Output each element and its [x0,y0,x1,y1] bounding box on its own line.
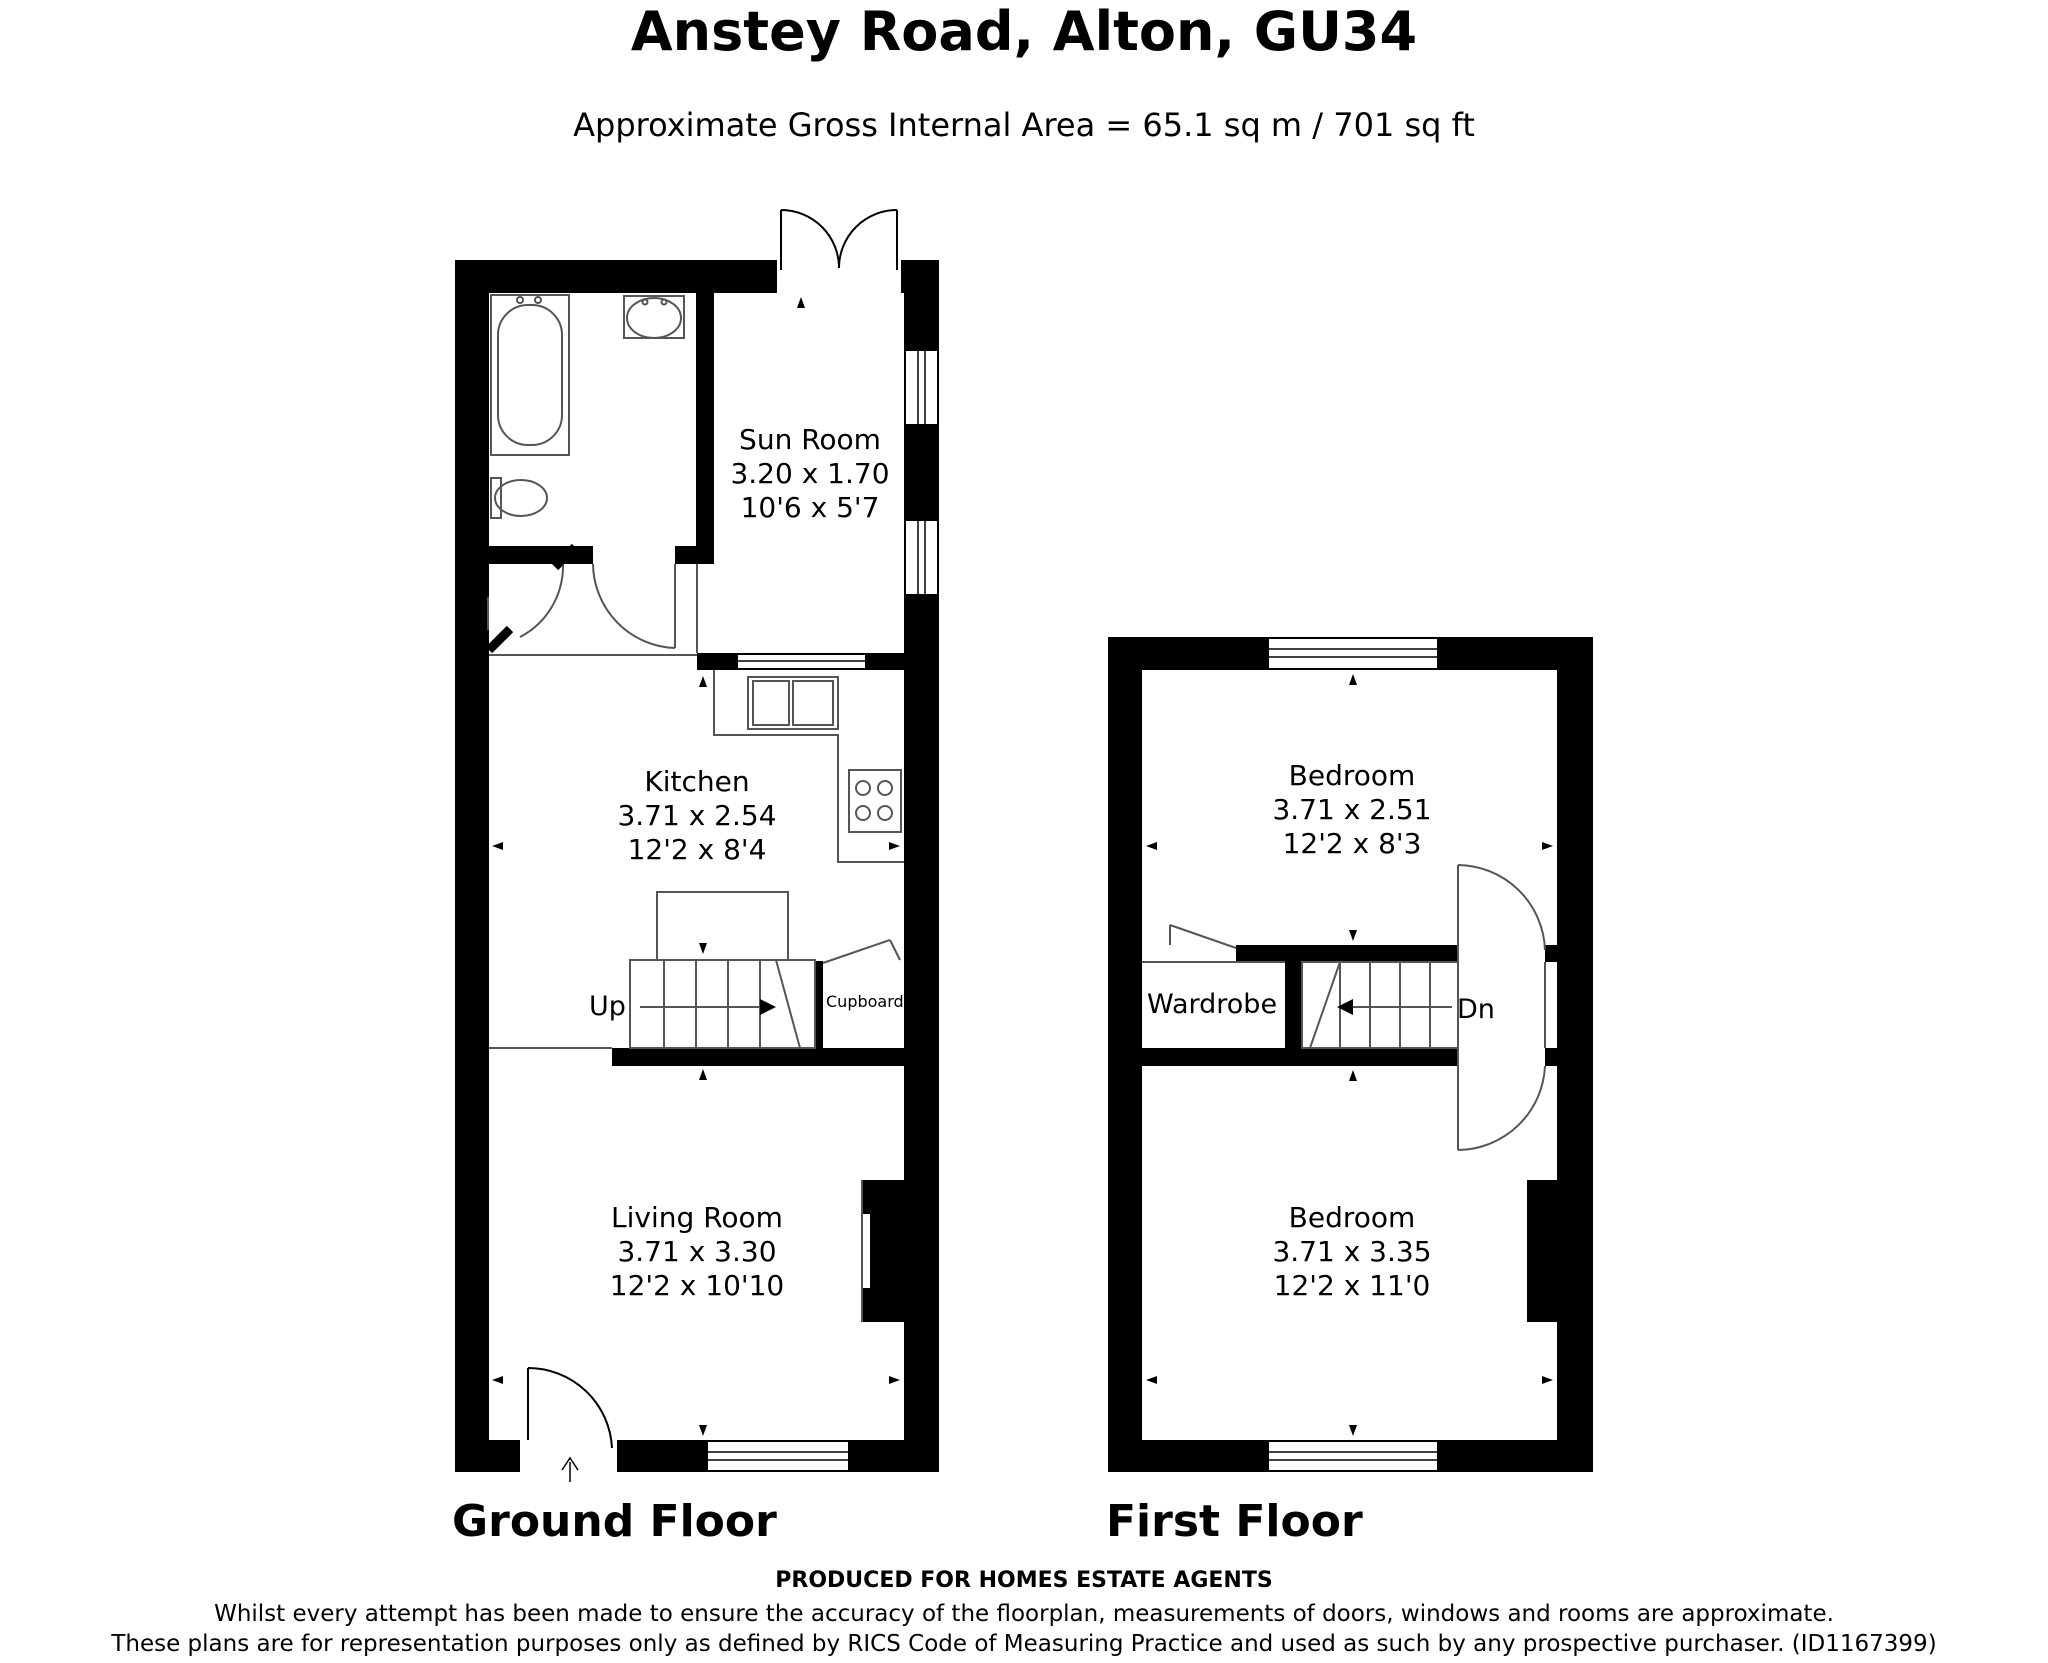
sun-room-name: Sun Room [739,423,881,456]
stairs-down-label: Dn [1457,994,1495,1025]
rear-bedroom-imperial: 12'2 x 8'3 [1282,827,1422,860]
front-bedroom-metric: 3.71 x 3.35 [1272,1235,1432,1268]
kitchen-metric: 3.71 x 2.54 [617,799,777,832]
first-floor-chimney-breast [1527,1180,1557,1322]
plan-title: Anstey Road, Alton, GU34 [630,0,1418,63]
ground-floor-title: Ground Floor [452,1496,777,1547]
cupboard-label: Cupboard [826,992,904,1011]
sunroom-french-doors [781,210,897,270]
first-floor-title: First Floor [1106,1496,1363,1547]
sun-room-imperial: 10'6 x 5'7 [740,491,880,524]
first-floor-stairs [1302,962,1458,1048]
stairs-up-label: Up [589,991,626,1022]
gross-internal-area: Approximate Gross Internal Area = 65.1 sq m / 701 sq ft [573,106,1475,144]
producer-credit: PRODUCED FOR HOMES ESTATE AGENTS [775,1568,1273,1593]
fireplace [862,1180,904,1322]
rear-bedroom-name: Bedroom [1288,759,1416,792]
ground-floor-stairs [630,960,815,1048]
disclaimer-line-2: These plans are for representation purposes only as defined by RICS Code of Measuring Practice and used as such by any prospective purchaser. (ID1167399) [111,1631,1937,1657]
first-floor-plan [1108,637,1593,1472]
living-room-name: Living Room [611,1201,783,1234]
front-door [528,1368,612,1482]
living-room-metric: 3.71 x 3.30 [617,1235,777,1268]
kitchen-imperial: 12'2 x 8'4 [627,833,767,866]
living-room-imperial: 12'2 x 10'10 [609,1269,785,1302]
kitchen-name: Kitchen [644,765,750,798]
rear-bedroom-metric: 3.71 x 2.51 [1272,793,1432,826]
front-bedroom-name: Bedroom [1288,1201,1416,1234]
cupboard-door [823,940,900,963]
sun-room-metric: 3.20 x 1.70 [730,457,890,490]
bathroom-fixtures [491,295,684,518]
wardrobe-label: Wardrobe [1147,989,1278,1020]
disclaimer-line-1: Whilst every attempt has been made to ensure the accuracy of the floorplan, measurements of doors, windows and rooms are approximate. [214,1601,1834,1627]
front-bedroom-imperial: 12'2 x 11'0 [1273,1269,1431,1302]
ground-floor-plan [455,210,939,1482]
